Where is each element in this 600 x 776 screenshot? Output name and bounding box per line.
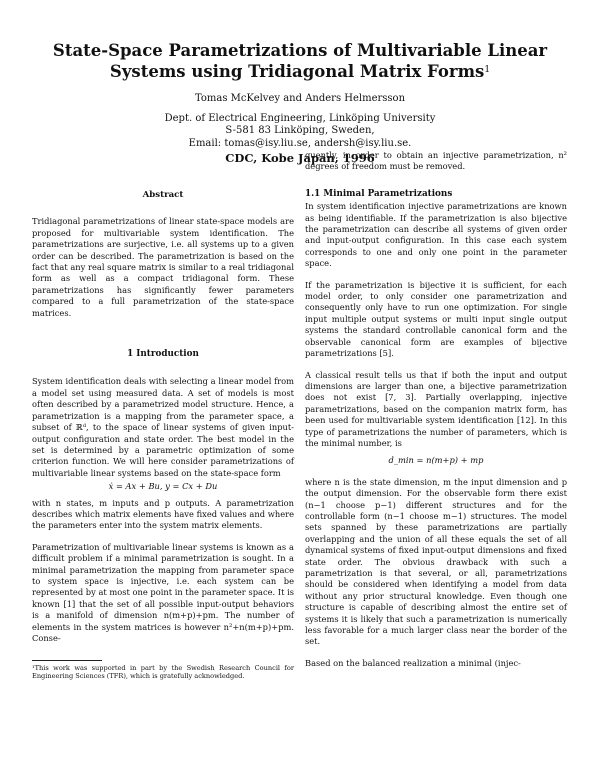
minimal-paragraph-5: Based on the balanced realization a minimal (injec- (305, 657, 521, 668)
right-column (305, 150, 567, 679)
minimal-paragraph-4: where n is the state dimension, m the input dimension and p the output dimension. For the observable form there exist (n−1 choose p−1) different structures and for the controllable form (n−1 choose m−1) structures. The model sets spanned by these parametrizations are partially overlapping and the union of all these equals the set of all dynamical systems of fixed input-output dimensions and fixed state order. The obvious drawback with such a parametrization is that several, or all, parametrizations should be considered when identifying a model from data without any prior structural knowledge. Even though one structure is capable of describing almost the entire set of systems it is likely that such a parametrization is numerically less favorable for a much larger class near the border of the set. (305, 476, 567, 647)
title-footnote-mark: 1 (484, 65, 491, 75)
front-matter (40, 93, 560, 150)
dmin-equation: d_min = n(m+p) + mp (388, 455, 484, 466)
intro-paragraph-3: Parametrization of multivariable linear systems is known as a difficult problem if a minimal parametrization is sought. In a minimal parametrization the mapping from parameter space to system space is injective, i.e. each system can be represented by at most one point in the parameter space. It is known [1] that the set of all possible input-output behaviors is a manifold of dimension n(m+p)+pm. The number of elements in the system matrices is however n²+n(m+p)+pm. Conse- (32, 541, 294, 643)
paper-title (40, 40, 560, 82)
affiliation: Dept. of Electrical Engineering, Linköping University (164, 112, 436, 124)
state-space-equation: ẋ = Ax + Bu, y = Cx + Du (108, 481, 218, 492)
email: Email: tomas@isy.liu.se, andersh@isy.liu.se. (188, 137, 412, 149)
title-line-2-text: Systems using Tridiagonal Matrix Forms (109, 62, 485, 81)
section-1-heading: 1 Introduction (127, 349, 199, 360)
title-line-2 (40, 61, 560, 82)
title-line-1: State-Space Parametrizations of Multivariable Linear (52, 41, 548, 60)
continuation-text: quently, in order to obtain an injective parametrization, n² degrees of freedom must be removed. (305, 150, 567, 172)
abstract-heading: Abstract (142, 190, 184, 200)
left-column (32, 188, 294, 690)
intro-paragraph-1: System identification deals with selecting a linear model from a model set using measured data. A set of models is most often described by a parametrized model structure. Hence, a parametrization is a mapping from the parameter space, a subset of ℝᵈ, to the space of linear systems of given input-output configuration and state order. The best model in the set is determined by a parametric optimization of some criterion function. We will here consider parametrizations of multivariable linear systems based on the state-space form (32, 376, 294, 478)
intro-paragraph-2: with n states, m inputs and p outputs. A parametrization describes which matrix elements have fixed values and where the parameters enter into the system matrix elements. (32, 497, 294, 531)
authors: Tomas McKelvey and Anders Helmersson (194, 93, 406, 104)
footnote: ¹This work was supported in part by the Swedish Research Council for Engineering Sciences (TFR), which is gratefully acknowledged. (32, 664, 294, 681)
minimal-paragraph-3: A classical result tells us that if both the input and output dimensions are larger than one, a bijective parametrization does not exist [7, 3]. Partially overlapping, injective parametrizations, based on the companion matrix form, has been used for multivariable system identification [12]. In this type of parametrizations the number of parameters, which is the minimal number, is (305, 369, 567, 448)
footnote-rule (32, 660, 102, 661)
subsection-1-1-heading: 1.1 Minimal Parametrizations (305, 188, 453, 199)
minimal-paragraph-1: In system identification injective parametrizations are known as being identifiable. If the parametrization is also bijective the parametrization can describe all systems of given order and input-output configuration. In this case each system corresponds to one and only one point in the parameter space. (305, 201, 567, 269)
conference-venue: CDC, Kobe Japan, 1996 (225, 151, 375, 165)
address: S-581 83 Linköping, Sweden, (225, 125, 375, 136)
abstract-text: Tridiagonal parametrizations of linear state-space models are proposed for multivariable system identification. The parametrizations are surjective, i.e. all systems up to a given order can be described. The parametrization is based on the fact that any real square matrix is similar to a real tridiagonal form as well as a compact tridiagonal form. These parametrizations has significantly fewer parameters compared to a full parametrization of the state-space matrices. (32, 216, 294, 318)
minimal-paragraph-2: If the parametrization is bijective it is sufficient, for each model order, to only consider one parametrization and consequently only have to run one optimization. For single input multiple output systems or multi input single output systems the standard controllable canonical form and the observable canonical form are examples of bijective parametrizations [5]. (305, 279, 567, 359)
